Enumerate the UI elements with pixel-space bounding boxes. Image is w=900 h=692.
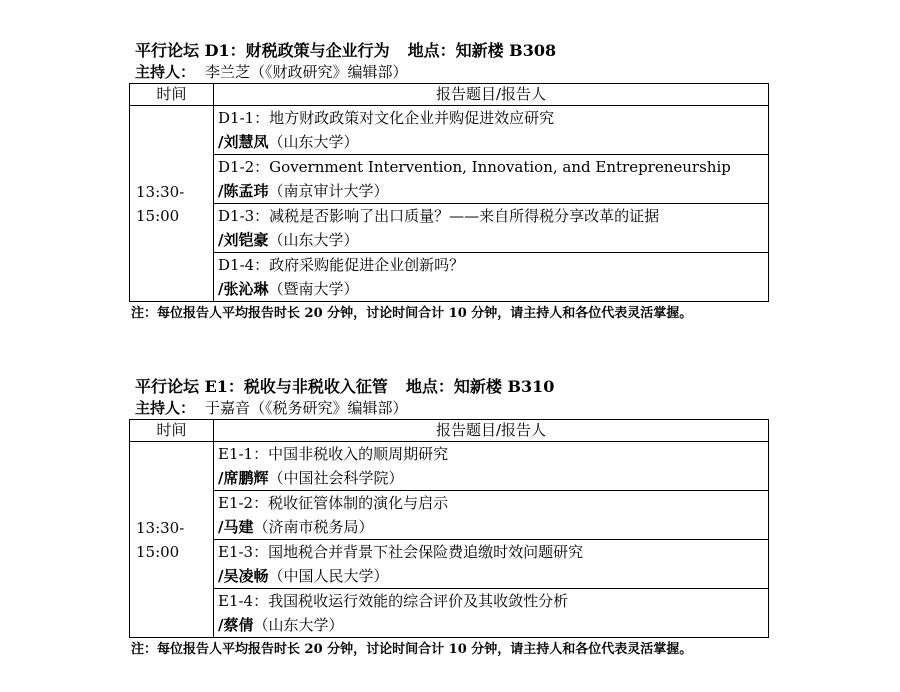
talk-cell [214,540,769,589]
talk-speaker [218,515,764,539]
forum-location: 地点：知新楼 B310 [405,377,555,396]
talk-title: E1-2：税收征管体制的演化与启示 [218,494,449,512]
speaker-affiliation: （暨南大学） [268,280,359,298]
talk-speaker [218,130,764,154]
host-label: 主持人： [135,399,196,417]
talk-cell [214,589,769,638]
speaker-name: /张沁琳 [218,280,269,298]
talk-speaker [218,179,764,203]
talk-cell [214,253,769,302]
forum-e1-section [129,376,769,662]
forum-note: 注：每位报告人平均报告时长 20 分钟，讨论时间合计 10 分钟，请主持人和各位代表灵活掌握。 [131,642,693,657]
time-end: 15:00 [136,542,180,561]
forum-title-text: 平行论坛 E1：税收与非税收入征管 [135,377,388,396]
time-end: 15:00 [136,206,180,225]
talk-cell [214,442,769,491]
time-start: 13:30- [136,182,185,201]
time-slot [130,442,214,638]
speaker-name: /刘慧凤 [218,133,269,151]
speaker-name: /蔡倩 [218,616,254,634]
speaker-name: /刘铠豪 [218,231,269,249]
table-header-row [130,84,769,106]
table-row [130,204,769,253]
forum-note: 注：每位报告人平均报告时长 20 分钟，讨论时间合计 10 分钟，请主持人和各位代表灵活掌握。 [131,306,693,321]
table-row [130,540,769,589]
talk-title: E1-1：中国非税收入的顺周期研究 [218,445,449,463]
schedule-table [129,83,769,302]
header-time: 时间 [130,84,214,106]
speaker-affiliation: （中国社会科学院） [268,469,404,487]
speaker-name: /吴凌畅 [218,567,269,585]
time-start: 13:30- [136,518,185,537]
forum-title [129,40,769,62]
table-header-row [130,420,769,442]
talk-title: D1-4：政府采购能促进企业创新吗？ [218,256,465,274]
table-row [130,106,769,155]
host-name: 李兰芝（《财政研究》编辑部） [205,63,408,81]
forum-title-text: 平行论坛 D1：财税政策与企业行为 [135,41,390,60]
talk-speaker [218,613,764,637]
forum-location: 地点：知新楼 B308 [407,41,557,60]
table-row [130,442,769,491]
time-slot [130,106,214,302]
talk-speaker [218,277,764,301]
host-name: 于嘉音（《税务研究》编辑部） [205,399,408,417]
talk-speaker [218,466,764,490]
speaker-affiliation: （济南市税务局） [253,518,374,536]
speaker-name: /陈孟玮 [218,182,269,200]
talk-speaker [218,228,764,252]
header-topic: 报告题目/报告人 [214,84,769,106]
talk-cell [214,155,769,204]
header-topic: 报告题目/报告人 [214,420,769,442]
talk-title: D1-2：Government Intervention, Innovation, and Entrepreneurship [218,158,731,176]
table-row [130,253,769,302]
forum-host [129,398,769,419]
talk-cell [214,106,769,155]
host-label: 主持人： [135,63,196,81]
speaker-affiliation: （山东大学） [268,231,359,249]
header-time: 时间 [130,420,214,442]
talk-title: D1-1：地方财政政策对文化企业并购促进效应研究 [218,109,555,127]
forum-title [129,376,769,398]
speaker-affiliation: （山东大学） [268,133,359,151]
speaker-name: /席鹏辉 [218,469,269,487]
speaker-affiliation: （南京审计大学） [268,182,389,200]
talk-cell [214,204,769,253]
speaker-affiliation: （中国人民大学） [268,567,389,585]
speaker-affiliation: （山东大学） [253,616,344,634]
forum-host [129,62,769,83]
talk-title: E1-3：国地税合并背景下社会保险费追缴时效问题研究 [218,543,584,561]
speaker-name: /马建 [218,518,254,536]
talk-speaker [218,564,764,588]
table-row [130,589,769,638]
talk-title: D1-3：减税是否影响了出口质量？——来自所得税分享改革的证据 [218,207,660,225]
table-row [130,155,769,204]
talk-cell [214,491,769,540]
table-row [130,491,769,540]
talk-title: E1-4：我国税收运行效能的综合评价及其收敛性分析 [218,592,569,610]
schedule-table [129,419,769,638]
forum-d1-section [129,40,769,326]
